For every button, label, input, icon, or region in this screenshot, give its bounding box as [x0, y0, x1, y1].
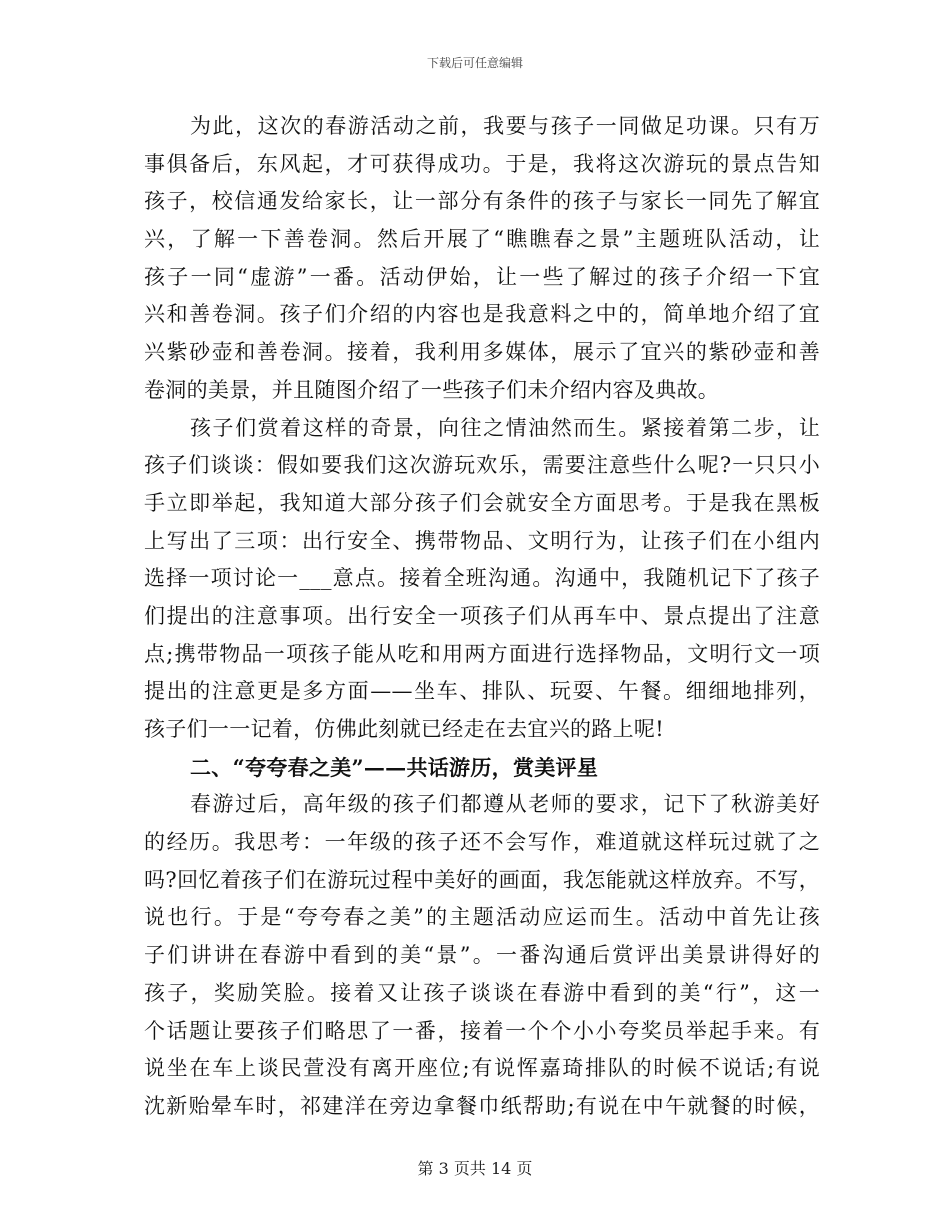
document-body: [144, 108, 820, 1126]
paragraph-line: 的经历。我思考：一年级的孩子还不会写作，难道就这样玩过就了之: [144, 830, 820, 855]
paragraph-line: 们提出的注意事项。出行安全一项孩子们从再车中、景点提出了注意: [144, 603, 820, 628]
paragraph-line: 点;携带物品一项孩子能从吃和用两方面进行选择物品，文明行文一项: [144, 641, 820, 666]
paragraph-line: 事俱备后，东风起，才可获得成功。于是，我将这次游玩的景点告知: [144, 151, 820, 176]
paragraph-line: 孩子们谈谈：假如要我们这次游玩欢乐，需要注意些什么呢?一只只小: [144, 453, 820, 478]
paragraph-line: 个话题让要孩子们略思了一番，接着一个个小小夸奖员举起手来。有: [144, 1018, 820, 1043]
paragraph-line: 兴，了解一下善卷洞。然后开展了“瞧瞧春之景”主题班队活动，让: [144, 227, 820, 252]
section-heading: 二、“夸夸春之美”——共话游历，赏美评星: [190, 754, 599, 780]
paragraph-line: 选择一项讨论一___意点。接着全班沟通。沟通中，我随机记下了孩子: [144, 566, 820, 591]
paragraph-line: 提出的注意更是多方面——坐车、排队、玩耍、午餐。细细地排列，: [144, 679, 820, 704]
paragraph-line: 吗?回忆着孩子们在游玩过程中美好的画面，我怎能就这样放弃。不写，: [144, 867, 820, 892]
paragraph-line: 说也行。于是“夸夸春之美”的主题活动应运而生。活动中首先让孩: [144, 905, 820, 930]
paragraph-line: 兴和善卷洞。孩子们介绍的内容也是我意料之中的，简单地介绍了宜: [144, 302, 820, 327]
page-number: 第 3 页共 14 页: [417, 1159, 533, 1178]
paragraph-line: 兴紫砂壶和善卷洞。接着，我利用多媒体，展示了宜兴的紫砂壶和善: [144, 340, 820, 365]
paragraph-line: 为此，这次的春游活动之前，我要与孩子一同做足功课。只有万: [190, 114, 820, 138]
paragraph-line: 孩子，校信通发给家长，让一部分有条件的孩子与家长一同先了解宜: [144, 189, 820, 214]
paragraph-line: 子们讲讲在春游中看到的美“景”。一番沟通后赏评出美景讲得好的: [144, 943, 820, 968]
paragraph-line: 说坐在车上谈民萱没有离开座位;有说恽嘉琦排队的时候不说话;有说: [144, 1056, 820, 1081]
paragraph-line: 春游过后，高年级的孩子们都遵从老师的要求，记下了秋游美好: [190, 792, 820, 817]
paragraph-line: 孩子一同“虚游”一番。活动伊始，让一些了解过的孩子介绍一下宜: [144, 264, 820, 289]
paragraph-line: 沈新贻晕车时，祁建洋在旁边拿餐巾纸帮助;有说在中午就餐的时候，: [144, 1093, 820, 1118]
paragraph-line: 上写出了三项：出行安全、携带物品、文明行为，让孩子们在小组内: [144, 528, 820, 553]
paragraph-line: 卷洞的美景，并且随图介绍了一些孩子们未介绍内容及典故。: [144, 377, 720, 402]
paragraph-line: 孩子们赏着这样的奇景，向往之情油然而生。紧接着第二步，让: [190, 415, 820, 440]
paragraph-line: 孩子，奖励笑脸。接着又让孩子谈谈在春游中看到的美“行”，这一: [144, 980, 820, 1005]
paragraph-line: 手立即举起，我知道大部分孩子们会就安全方面思考。于是我在黑板: [144, 490, 820, 515]
paragraph-line: 孩子们一一记着，仿佛此刻就已经走在去宜兴的路上呢!: [144, 717, 664, 741]
page-header: 下载后可任意编辑: [426, 56, 523, 70]
